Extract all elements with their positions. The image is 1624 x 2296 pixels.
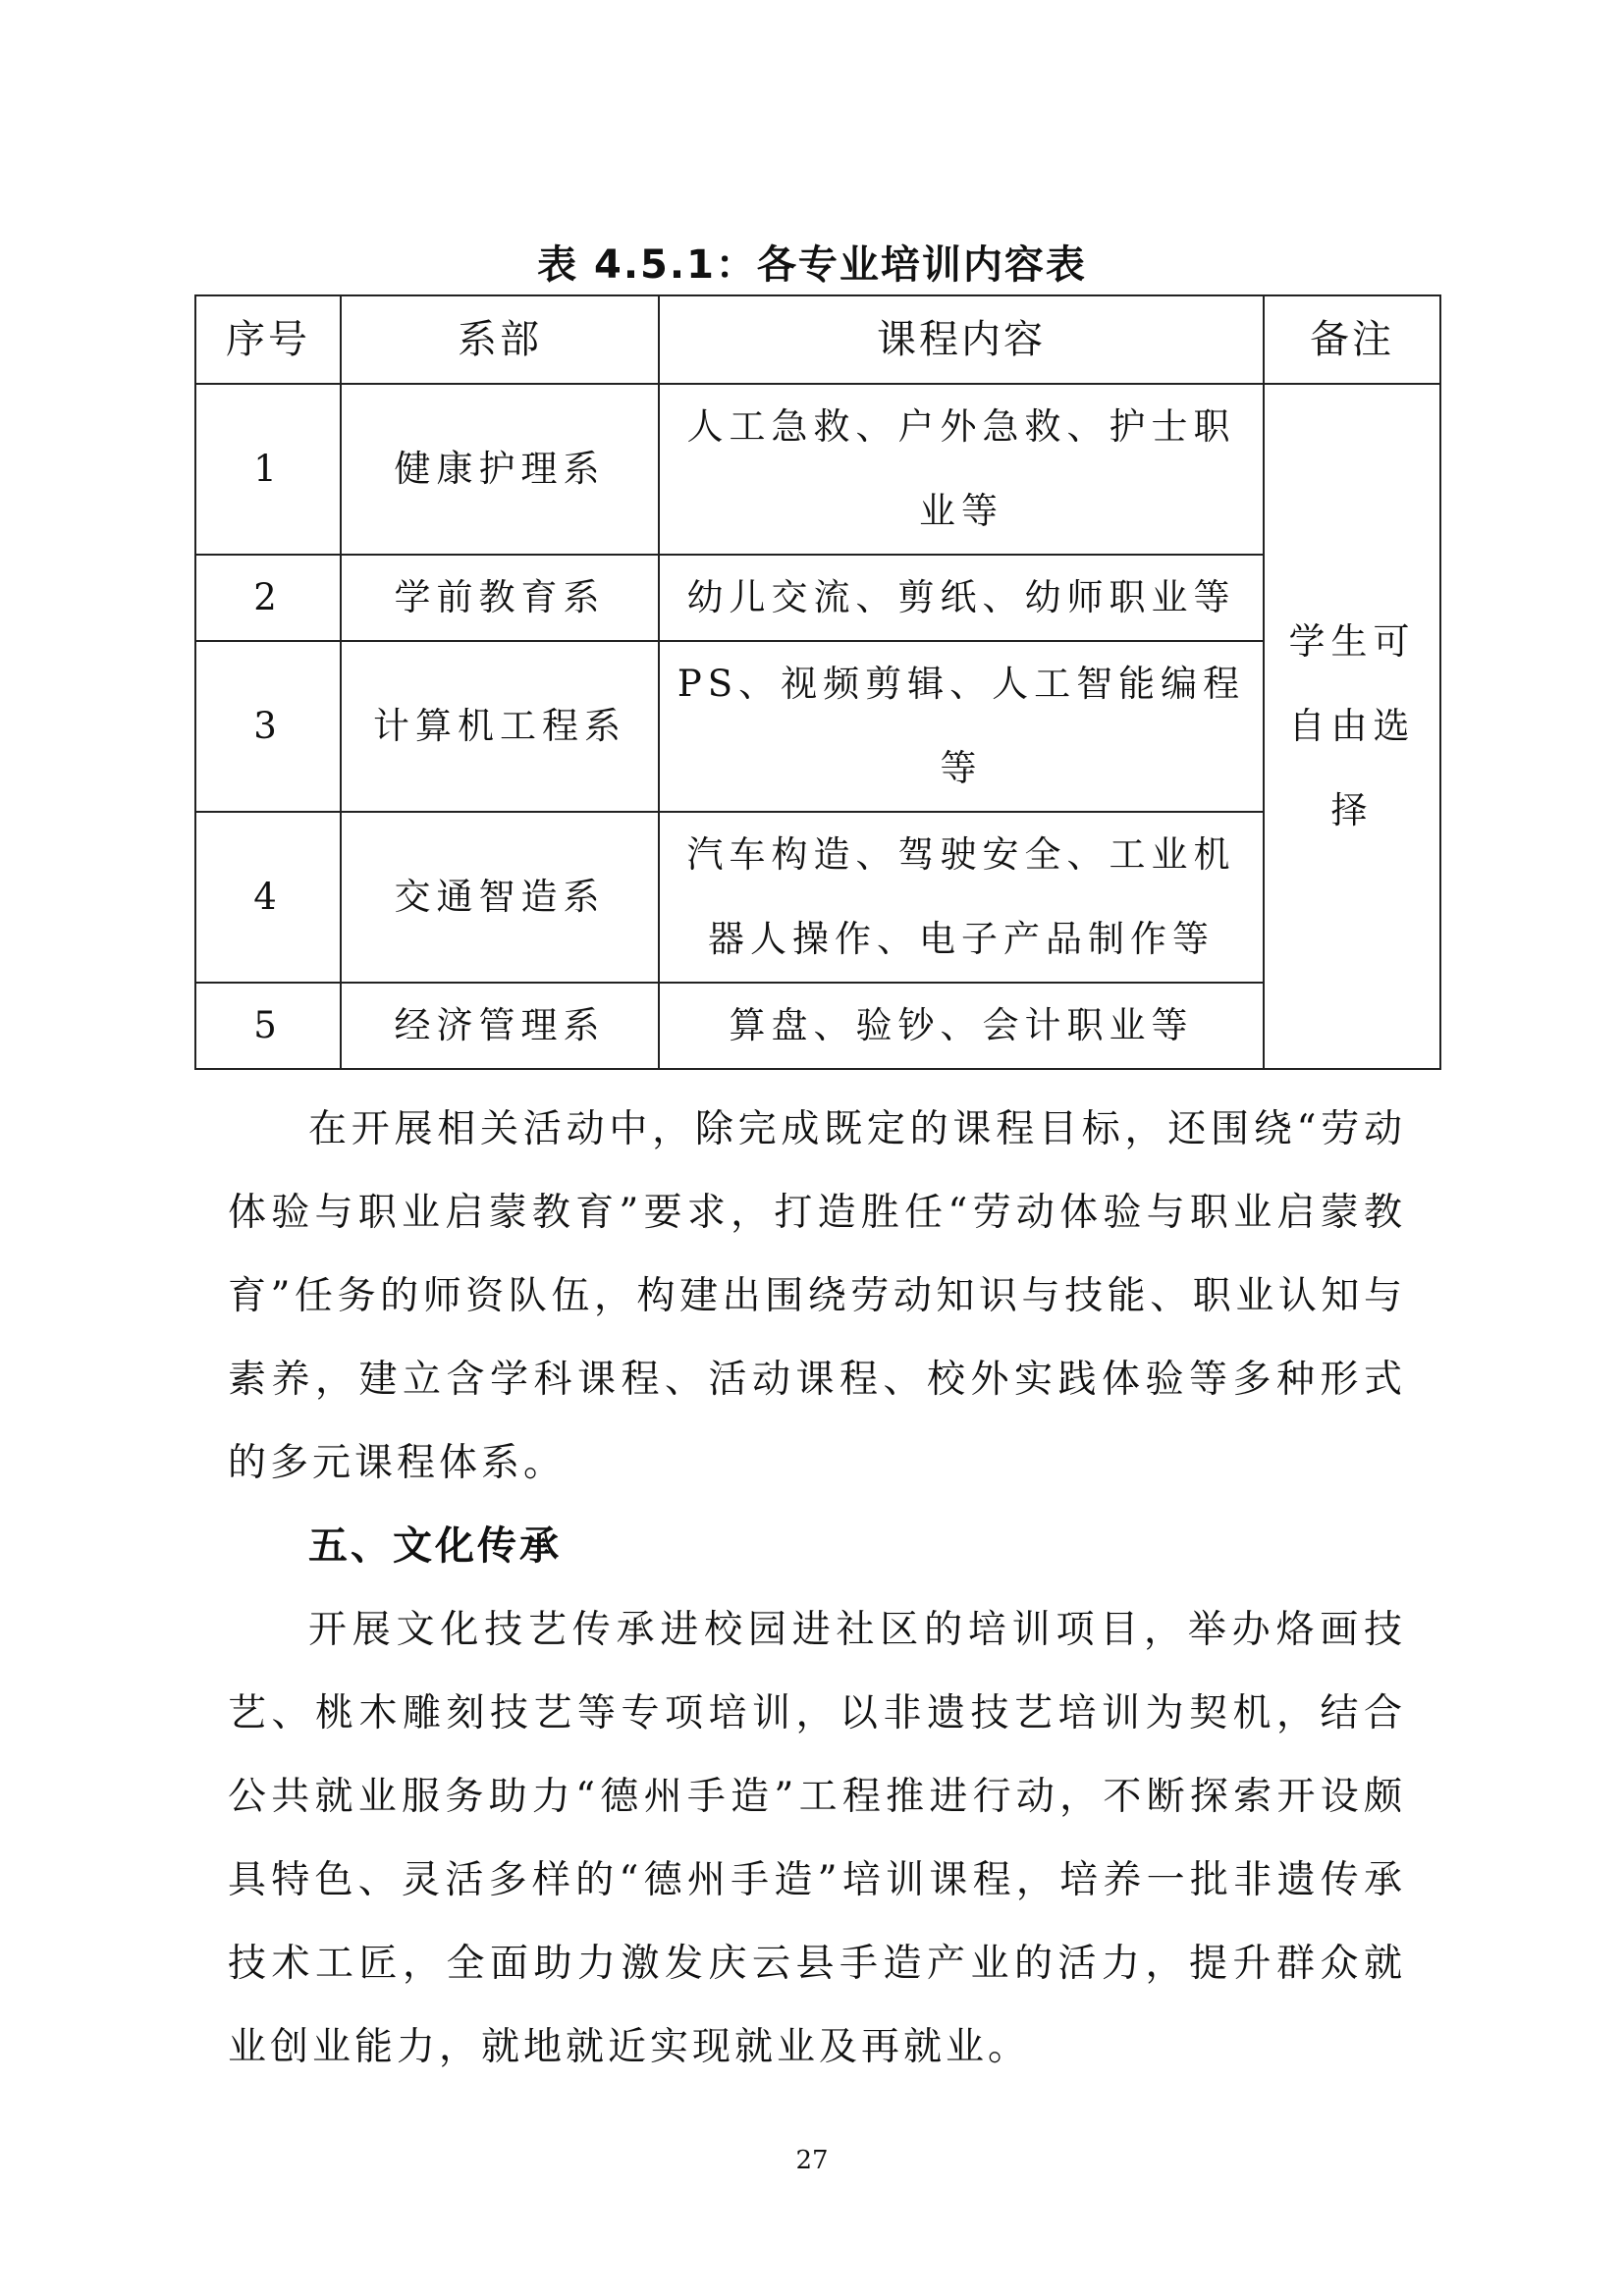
row-content: 汽车构造、驾驶安全、工业机器人操作、电子产品制作等 [659,812,1264,983]
row-no: 1 [195,384,341,555]
table-caption: 表 4.5.1：各专业培训内容表 [537,242,1087,288]
row-dept: 经济管理系 [341,983,659,1069]
row-dept: 健康护理系 [341,384,659,555]
table-header-row [195,295,1440,384]
row-content: PS、视频剪辑、人工智能编程等 [659,641,1264,812]
table-row [195,384,1440,555]
page-number: 27 [795,2146,829,2175]
remark-text: 学生可自由选择 [1288,620,1416,831]
row-content: 算盘、验钞、会计职业等 [659,983,1264,1069]
row-dept: 交通智造系 [341,812,659,983]
table-row [195,641,1440,812]
header-remark: 备注 [1264,295,1440,384]
row-no: 5 [195,983,341,1069]
course-table [194,294,1441,1070]
header-content: 课程内容 [659,295,1264,384]
row-dept: 计算机工程系 [341,641,659,812]
row-no: 2 [195,555,341,641]
body-text [228,1088,1406,2089]
row-no: 3 [195,641,341,812]
section-heading: 五、文化传承 [308,1523,562,1569]
row-content: 人工急救、户外急救、护士职业等 [659,384,1264,555]
header-dept: 系部 [341,295,659,384]
paragraph: 开展文化技艺传承进校园进社区的培训项目，举办烙画技艺、桃木雕刻技艺等专项培训，以非遗技艺培训为契机，结合公共就业服务助力“德州手造”工程推进行动，不断探索开设颇具特色、灵活多样的“德州手造”培训课程，培养一批非遗传承技术工匠，全面助力激发庆云县手造产业的活力，提升群众就业创业能力，就地就近实现就业及再就业。 [228,1608,1406,2069]
row-content: 幼儿交流、剪纸、幼师职业等 [659,555,1264,641]
table-row [195,555,1440,641]
row-no: 4 [195,812,341,983]
table-row [195,812,1440,983]
table-row [195,983,1440,1069]
remark-cell [1264,384,1440,1069]
paragraph: 在开展相关活动中，除完成既定的课程目标，还围绕“劳动体验与职业启蒙教育”要求，打造胜任“劳动体验与职业启蒙教育”任务的师资队伍，构建出围绕劳动知识与技能、职业认知与素养，建立含学科课程、活动课程、校外实践体验等多种形式的多元课程体系。 [228,1107,1406,1485]
header-no: 序号 [195,295,341,384]
row-dept: 学前教育系 [341,555,659,641]
